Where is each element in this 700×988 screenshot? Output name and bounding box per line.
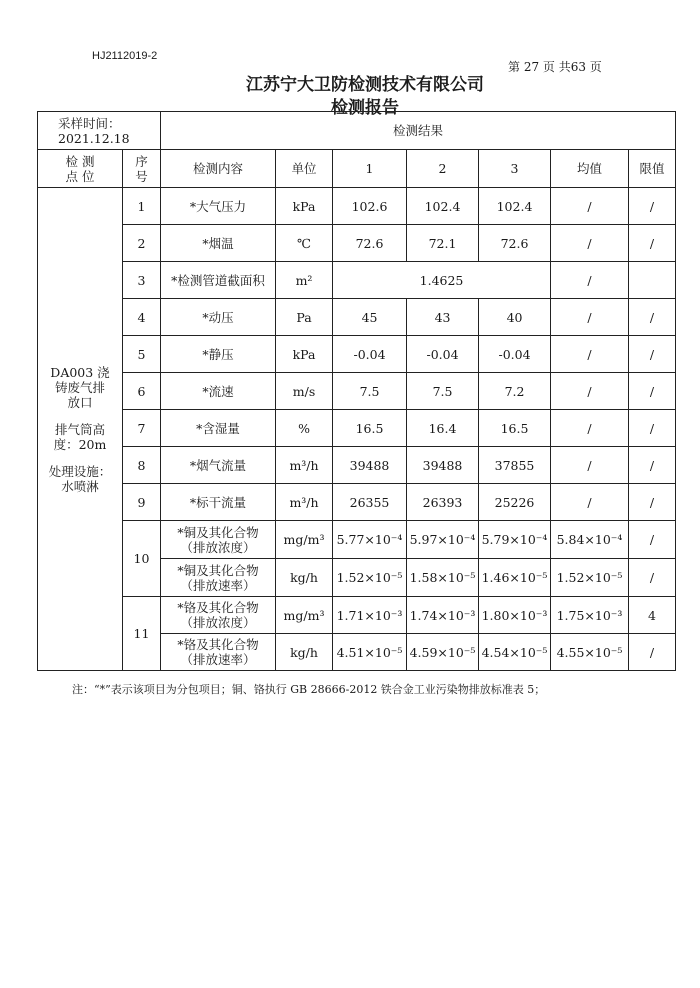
row-r1: 39488 xyxy=(333,447,407,484)
row-r1: 72.6 xyxy=(333,225,407,262)
row-seq: 6 xyxy=(123,373,161,410)
row-r1: 102.6 xyxy=(333,188,407,225)
row-unit: % xyxy=(276,410,333,447)
row-limit: / xyxy=(629,299,676,336)
row-limit xyxy=(629,262,676,299)
row-item: *动压 xyxy=(161,299,276,336)
report-title: 检测报告 xyxy=(331,98,399,118)
header-r2: 2 xyxy=(407,150,479,188)
row-limit: / xyxy=(629,521,676,559)
row-r1: 26355 xyxy=(333,484,407,521)
row-r3: 102.4 xyxy=(479,188,551,225)
row-limit: 4 xyxy=(629,597,676,634)
row-item xyxy=(161,521,276,559)
row-seq: 10 xyxy=(123,521,161,597)
table-row xyxy=(38,484,676,521)
item-name: *铬及其化合物 xyxy=(177,600,259,615)
row-limit: / xyxy=(629,188,676,225)
row-avg: / xyxy=(551,225,629,262)
row-unit: m³/h xyxy=(276,447,333,484)
row-avg: 4.55×10⁻⁵ xyxy=(551,634,629,671)
table-row xyxy=(38,447,676,484)
row-avg: 1.75×10⁻³ xyxy=(551,597,629,634)
row-seq: 3 xyxy=(123,262,161,299)
row-r3: 1.46×10⁻⁵ xyxy=(479,559,551,597)
row-r3: 1.80×10⁻³ xyxy=(479,597,551,634)
row-unit: kPa xyxy=(276,336,333,373)
row-avg: / xyxy=(551,262,629,299)
row-avg: 1.52×10⁻⁵ xyxy=(551,559,629,597)
row-r3: 25226 xyxy=(479,484,551,521)
row-r1: -0.04 xyxy=(333,336,407,373)
row-unit: kg/h xyxy=(276,634,333,671)
treatment-line: 处理设施： xyxy=(48,463,112,479)
row-r2: 4.59×10⁻⁵ xyxy=(407,634,479,671)
row-r3: 7.2 xyxy=(479,373,551,410)
row-item: *标干流量 xyxy=(161,484,276,521)
row-avg: / xyxy=(551,410,629,447)
header-unit: 单位 xyxy=(276,150,333,188)
results-label: 检测结果 xyxy=(161,112,676,150)
header-point: 检 测 点 位 xyxy=(38,150,123,188)
row-seq: 8 xyxy=(123,447,161,484)
row-avg: 5.84×10⁻⁴ xyxy=(551,521,629,559)
row-seq: 4 xyxy=(123,299,161,336)
item-name: *铬及其化合物 xyxy=(177,637,259,652)
row-r3: -0.04 xyxy=(479,336,551,373)
row-limit: / xyxy=(629,447,676,484)
row-item: *烟气流量 xyxy=(161,447,276,484)
row-item: *流速 xyxy=(161,373,276,410)
row-r3: 40 xyxy=(479,299,551,336)
row-r2: 16.4 xyxy=(407,410,479,447)
row-r2: 5.97×10⁻⁴ xyxy=(407,521,479,559)
row-unit: m² xyxy=(276,262,333,299)
row-item: *烟温 xyxy=(161,225,276,262)
point-name-line: 放口 xyxy=(67,394,93,410)
table-row xyxy=(38,299,676,336)
row-r3: 16.5 xyxy=(479,410,551,447)
row-r1: 4.51×10⁻⁵ xyxy=(333,634,407,671)
row-avg: / xyxy=(551,373,629,410)
sampling-time-cell xyxy=(38,112,161,150)
row-item: *大气压力 xyxy=(161,188,276,225)
row-unit: kg/h xyxy=(276,559,333,597)
header-r1: 1 xyxy=(333,150,407,188)
row-r1: 45 xyxy=(333,299,407,336)
row-limit: / xyxy=(629,225,676,262)
header-r3: 3 xyxy=(479,150,551,188)
document-id: HJ2112019-2 xyxy=(92,50,158,62)
stack-height-line: 排气筒高 xyxy=(54,421,105,437)
table-row xyxy=(38,262,676,299)
item-name: *铜及其化合物 xyxy=(177,562,259,578)
table-row xyxy=(38,410,676,447)
row-unit: m/s xyxy=(276,373,333,410)
row-merged-value: 1.4625 xyxy=(333,262,551,299)
row-r2: 43 xyxy=(407,299,479,336)
row-seq: 11 xyxy=(123,597,161,671)
row-r2: 26393 xyxy=(407,484,479,521)
row-avg: / xyxy=(551,484,629,521)
row-seq: 7 xyxy=(123,410,161,447)
row-limit: / xyxy=(629,484,676,521)
point-name-line: 铸废气排 xyxy=(54,379,105,395)
row-seq: 9 xyxy=(123,484,161,521)
header-limit: 限值 xyxy=(629,150,676,188)
row-r3: 72.6 xyxy=(479,225,551,262)
row-unit: m³/h xyxy=(276,484,333,521)
row-limit: / xyxy=(629,336,676,373)
row-avg: / xyxy=(551,188,629,225)
row-item: *静压 xyxy=(161,336,276,373)
row-r2: 1.58×10⁻⁵ xyxy=(407,559,479,597)
row-r1: 5.77×10⁻⁴ xyxy=(333,521,407,559)
row-r1: 1.52×10⁻⁵ xyxy=(333,559,407,597)
row-unit: kPa xyxy=(276,188,333,225)
row-avg: / xyxy=(551,299,629,336)
header-avg: 均值 xyxy=(551,150,629,188)
table-row xyxy=(38,336,676,373)
sampling-time-label: 采样时间： xyxy=(58,115,121,131)
sampling-point-cell xyxy=(38,188,123,671)
row-r2: 72.1 xyxy=(407,225,479,262)
table-row xyxy=(38,373,676,410)
row-r2: 39488 xyxy=(407,447,479,484)
row-r3: 37855 xyxy=(479,447,551,484)
treatment-line: 水喷淋 xyxy=(61,478,99,494)
item-qualifier: （排放浓度） xyxy=(180,615,256,630)
row-item: *检测管道截面积 xyxy=(161,262,276,299)
row-seq: 5 xyxy=(123,336,161,373)
row-seq: 2 xyxy=(123,225,161,262)
header-item: 检测内容 xyxy=(161,150,276,188)
row-r1: 7.5 xyxy=(333,373,407,410)
row-r2: 7.5 xyxy=(407,373,479,410)
row-limit: / xyxy=(629,373,676,410)
row-item xyxy=(161,597,276,634)
row-unit: mg/m³ xyxy=(276,597,333,634)
row-avg: / xyxy=(551,447,629,484)
row-item xyxy=(161,559,276,597)
row-r2: 102.4 xyxy=(407,188,479,225)
item-qualifier: （排放速率） xyxy=(180,652,256,667)
table-row xyxy=(38,597,676,634)
row-r1: 16.5 xyxy=(333,410,407,447)
item-name: *铜及其化合物 xyxy=(177,524,259,540)
table-row xyxy=(38,521,676,559)
row-r2: 1.74×10⁻³ xyxy=(407,597,479,634)
row-r1: 1.71×10⁻³ xyxy=(333,597,407,634)
row-r2: -0.04 xyxy=(407,336,479,373)
table-row xyxy=(38,188,676,225)
page-number: 第 27 页 共63 页 xyxy=(508,60,602,74)
table-row xyxy=(38,225,676,262)
stack-height-line: 度：20m xyxy=(53,436,107,452)
point-name-line: DA003 浇 xyxy=(50,364,110,380)
row-r3: 5.79×10⁻⁴ xyxy=(479,521,551,559)
results-table xyxy=(37,111,676,671)
row-unit: mg/m³ xyxy=(276,521,333,559)
row-r3: 4.54×10⁻⁵ xyxy=(479,634,551,671)
item-qualifier: （排放浓度） xyxy=(180,539,256,555)
header-row xyxy=(38,150,676,188)
row-limit: / xyxy=(629,559,676,597)
item-qualifier: （排放速率） xyxy=(180,577,256,593)
header-seq: 序 号 xyxy=(123,150,161,188)
row-item xyxy=(161,634,276,671)
row-limit: / xyxy=(629,634,676,671)
company-name: 江苏宁大卫防检测技术有限公司 xyxy=(246,75,484,95)
sampling-date: 2021.12.18 xyxy=(58,130,130,146)
row-seq: 1 xyxy=(123,188,161,225)
footnote: 注：“*”表示该项目为分包项目；铜、铬执行 GB 28666-2012 铁合金工业污染物排放标准表 5； xyxy=(72,683,546,696)
row-unit: Pa xyxy=(276,299,333,336)
row-avg: / xyxy=(551,336,629,373)
row-limit: / xyxy=(629,410,676,447)
row-unit: ℃ xyxy=(276,225,333,262)
row-item: *含湿量 xyxy=(161,410,276,447)
